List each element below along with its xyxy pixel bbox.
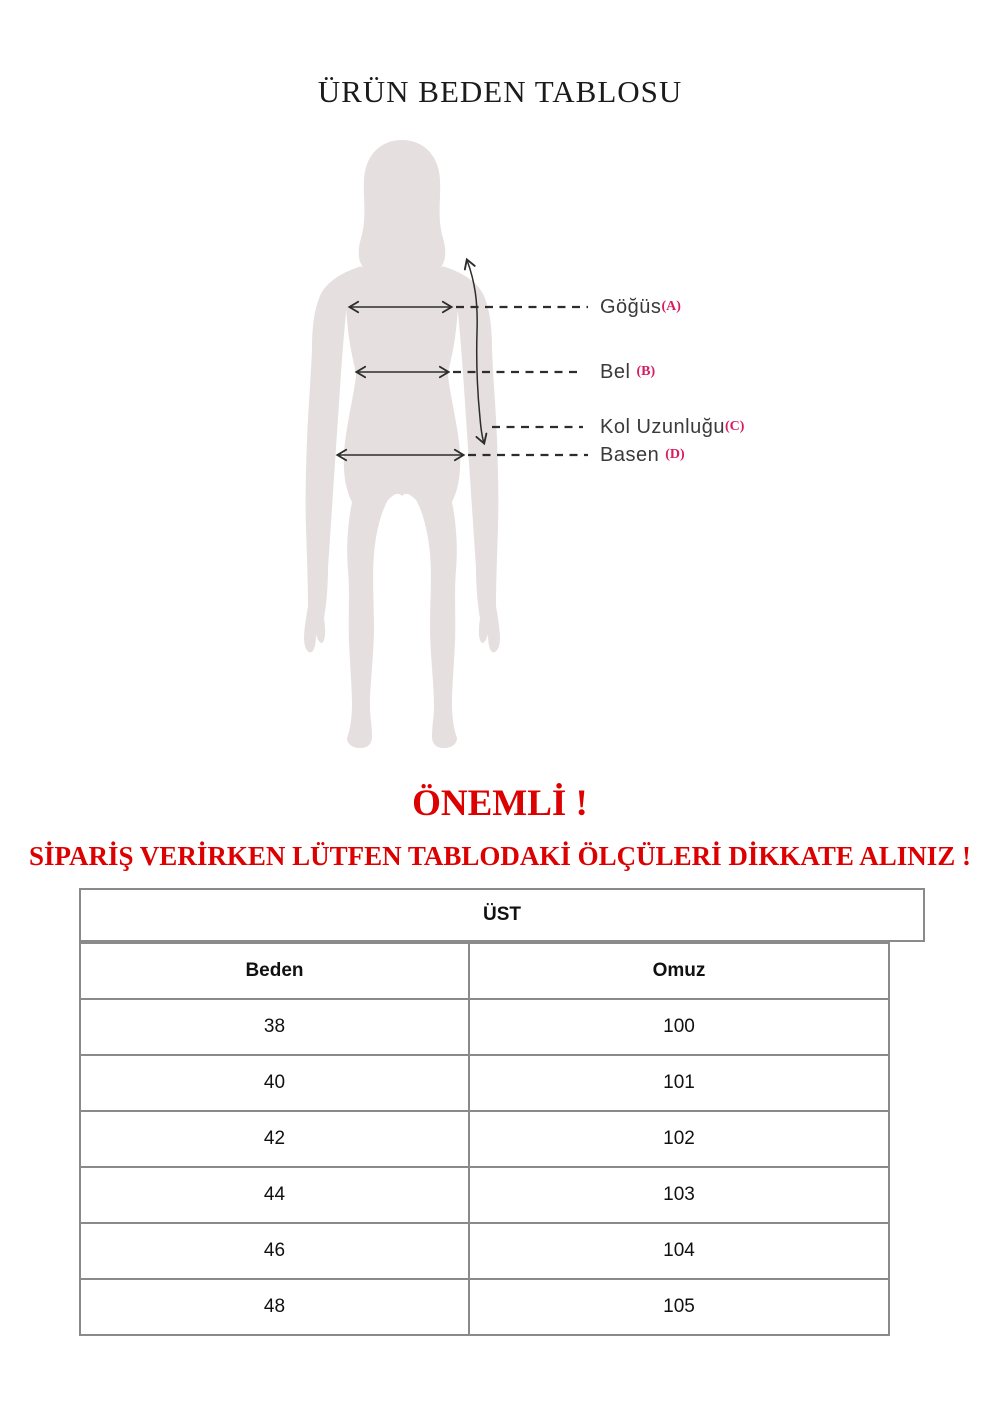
cell-shoulder: 104 bbox=[469, 1223, 889, 1279]
label-hip-text: Basen bbox=[600, 444, 666, 466]
label-chest-text: Göğüs bbox=[600, 296, 662, 318]
important-heading: ÖNEMLİ ! bbox=[412, 783, 588, 824]
silhouette-torso-legs bbox=[344, 256, 460, 748]
column-header-omuz: Omuz bbox=[469, 943, 889, 999]
page-title: ÜRÜN BEDEN TABLOSU bbox=[317, 74, 683, 109]
label-waist-letter: (B) bbox=[636, 364, 656, 379]
column-header-beden: Beden bbox=[80, 943, 469, 999]
label-waist-text: Bel bbox=[600, 361, 637, 383]
table-row bbox=[80, 1167, 889, 1223]
table-row bbox=[80, 1223, 889, 1279]
label-hip-letter: (D) bbox=[665, 447, 685, 462]
size-table-group-header: ÜST bbox=[79, 888, 925, 942]
order-warning-text: SİPARİŞ VERİRKEN LÜTFEN TABLODAKİ ÖLÇÜLERİ DİKKATE ALINIZ ! bbox=[29, 841, 971, 871]
label-arm-length-text: Kol Uzunluğu bbox=[600, 416, 725, 438]
label-chest-letter: (A) bbox=[661, 299, 681, 314]
label-arm-length bbox=[600, 416, 744, 439]
cell-shoulder: 103 bbox=[469, 1167, 889, 1223]
size-table-header-row bbox=[80, 943, 889, 999]
cell-size: 48 bbox=[80, 1279, 469, 1335]
cell-size: 44 bbox=[80, 1167, 469, 1223]
label-arm-length-letter: (C) bbox=[724, 419, 745, 434]
size-table bbox=[79, 888, 925, 1336]
cell-shoulder: 102 bbox=[469, 1111, 889, 1167]
label-chest bbox=[600, 296, 681, 319]
cell-shoulder: 100 bbox=[469, 999, 889, 1055]
size-table-body bbox=[79, 942, 890, 1336]
cell-size: 38 bbox=[80, 999, 469, 1055]
table-row bbox=[80, 1279, 889, 1335]
table-row bbox=[80, 1111, 889, 1167]
cell-size: 40 bbox=[80, 1055, 469, 1111]
cell-size: 46 bbox=[80, 1223, 469, 1279]
cell-shoulder: 105 bbox=[469, 1279, 889, 1335]
cell-size: 42 bbox=[80, 1111, 469, 1167]
female-silhouette bbox=[302, 138, 502, 748]
label-waist bbox=[600, 361, 655, 384]
table-row bbox=[80, 1055, 889, 1111]
table-row bbox=[80, 999, 889, 1055]
label-hip bbox=[600, 444, 685, 467]
cell-shoulder: 101 bbox=[469, 1055, 889, 1111]
